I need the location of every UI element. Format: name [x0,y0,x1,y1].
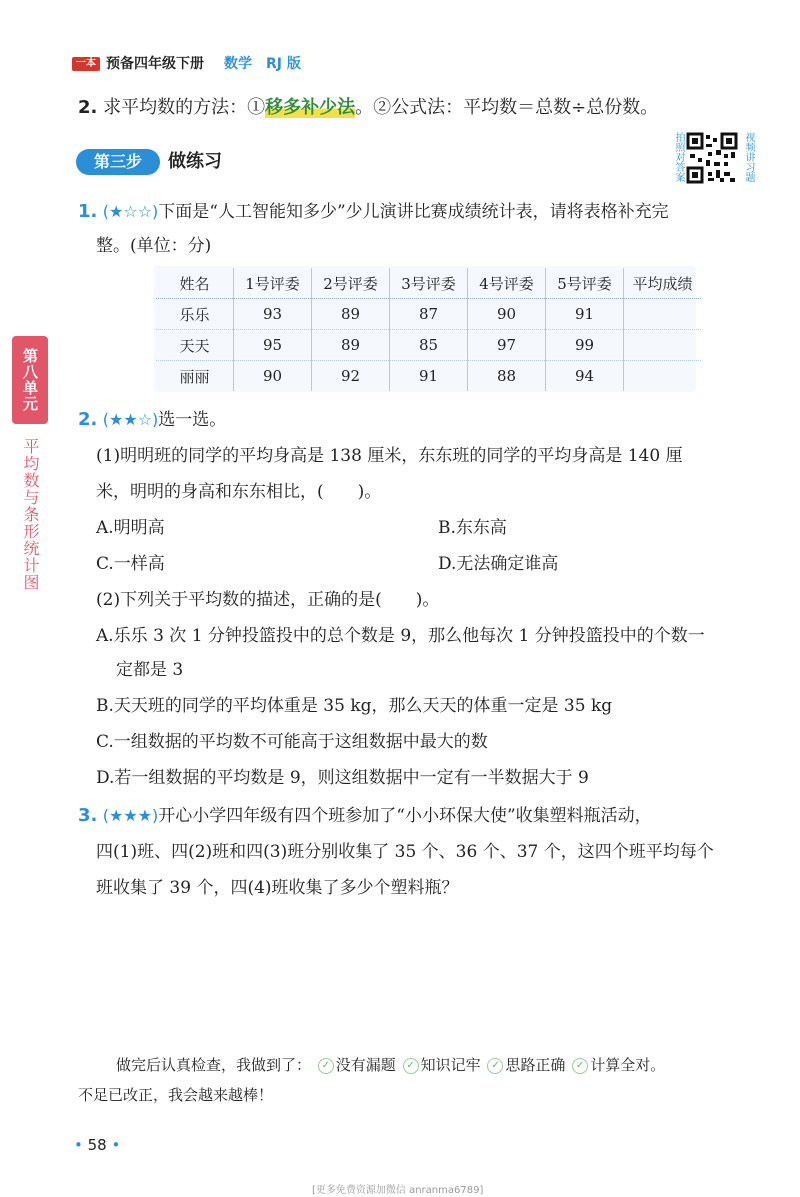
q3-number: 3. [78,805,98,826]
q1-text-1: 下面是“人工智能知多少”少儿演讲比赛成绩统计表，请将表格补充完 [158,202,669,222]
table-cell: 天天 [156,330,234,361]
table-cell: 91 [390,361,468,392]
table-cell: 丽丽 [156,361,234,392]
q3-difficulty-stars: (★★★) [102,806,159,825]
table-cell: 乐乐 [156,299,234,330]
q2-p2-option-a-2[interactable]: 定都是 3 [116,660,184,680]
q2-difficulty-stars: (★★☆) [102,410,159,429]
q2-title: 选一选。 [158,410,227,430]
q3-line1 [78,804,652,828]
header-edition: RJ 版 [266,56,301,72]
header-subject: 数学 [224,56,252,72]
check-circle-icon[interactable]: ✓ [403,1058,419,1074]
page-number-value: 58 [87,1136,107,1154]
table-row [156,361,701,392]
header-book: 预备四年级下册 [106,56,204,72]
table-cell: 89 [312,299,390,330]
q1-difficulty-stars: (★☆☆) [102,202,159,221]
score-table [156,268,701,391]
page-number [74,1136,120,1154]
q2-option-d[interactable]: D.无法确定谁高 [438,554,559,574]
q1-line2: 整。(单位：分) [96,236,212,256]
unit-tab: 第八单元 [12,336,48,424]
method-prefix: 求平均数的方法：① [103,97,266,118]
table-row [156,330,701,361]
answer-cell[interactable] [624,361,702,392]
table-cell: 91 [546,299,624,330]
table-cell: 95 [234,330,312,361]
q2-option-c[interactable]: C.一样高 [96,554,165,574]
checklist-line1 [116,1054,665,1076]
q2-title-line [78,408,226,432]
q2-option-a[interactable]: A.明明高 [96,518,165,538]
q2-p2-option-b[interactable]: B.天天班的同学的平均体重是 35 kg，那么天天的体重一定是 35 kg [96,696,613,716]
table-cell: 87 [390,299,468,330]
table-cell: 90 [234,361,312,392]
table-cell: 88 [468,361,546,392]
step-badge: 第三步 [76,149,160,175]
table-header-cell: 3号评委 [390,268,468,299]
table-header-row [156,268,701,299]
check-circle-icon[interactable]: ✓ [572,1058,588,1074]
table-header-cell: 姓名 [156,268,234,299]
answer-cell[interactable] [624,299,702,330]
q3-line2: 四(1)班、四(2)班和四(3)班分别收集了 35 个、36 个、37 个，这四个班平均每个 [96,842,714,862]
table-row [156,299,701,330]
checklist-lead: 做完后认真检查，我做到了： [116,1056,312,1074]
checklist-item: 思路正确 [505,1056,566,1074]
checklist-item: 计算全对。 [590,1056,666,1074]
q2-option-b[interactable]: B.东东高 [438,518,507,538]
q2-number: 2. [78,409,98,430]
table-cell: 93 [234,299,312,330]
table-header-cell: 平均成绩 [624,268,702,299]
method-highlight: 移多补少法 [265,97,356,118]
q2-p2-option-d[interactable]: D.若一组数据的平均数是 9，则这组数据中一定有一半数据大于 9 [96,768,589,788]
method-line [78,96,658,120]
q1-line1 [78,200,669,224]
table-header-cell: 4号评委 [468,268,546,299]
qr-right-label: 视频讲习题 [743,132,754,182]
table-header-cell: 5号评委 [546,268,624,299]
q3-line3: 班收集了 39 个，四(4)班收集了多少个塑料瓶？ [96,878,459,898]
q2-p2-option-c[interactable]: C.一组数据的平均数不可能高于这组数据中最大的数 [96,732,488,752]
method-suffix: 。②公式法：平均数＝总数÷总份数。 [355,97,659,118]
q1-number: 1. [78,201,98,222]
table-header-cell: 2号评委 [312,268,390,299]
bullet-icon: • [111,1136,121,1154]
q2-p1-line1: (1)明明班的同学的平均身高是 138 厘米，东东班的同学的平均身高是 140 厘 [96,446,683,466]
qr-left-label: 拍照对答案 [673,132,684,182]
brand-logo: 一本 [72,57,100,71]
q2-p2-option-a-1[interactable]: A.乐乐 3 次 1 分钟投篮投中的总个数是 9，那么他每次 1 分钟投篮投中的个数一 [96,626,705,646]
table-cell: 90 [468,299,546,330]
table-cell: 92 [312,361,390,392]
method-number: 2. [78,97,98,118]
table-cell: 94 [546,361,624,392]
unit-title: 平均数与条形统计图 [21,438,40,591]
checklist-line2: 不足已改正，我会越来越棒！ [78,1086,274,1104]
table-cell: 97 [468,330,546,361]
table-cell: 89 [312,330,390,361]
table-cell: 85 [390,330,468,361]
check-circle-icon[interactable]: ✓ [487,1058,503,1074]
q3-text-1: 开心小学四年级有四个班参加了“小小环保大使”收集塑料瓶活动， [158,806,652,826]
table-cell: 99 [546,330,624,361]
footer-watermark: [更多免费资源加微信 anranma6789] [312,1185,484,1196]
q2-p2: (2)下列关于平均数的描述，正确的是( )。 [96,590,440,610]
checklist-item: 没有漏题 [335,1056,396,1074]
bullet-icon: • [74,1136,83,1154]
checklist-item: 知识记牢 [420,1056,481,1074]
q2-p1-line2: 米，明明的身高和东东相比，( )。 [96,482,382,502]
qr-code-icon[interactable] [686,132,738,184]
answer-cell[interactable] [624,330,702,361]
step-title: 做练习 [168,151,222,172]
table-header-cell: 1号评委 [234,268,312,299]
check-circle-icon[interactable]: ✓ [318,1058,334,1074]
